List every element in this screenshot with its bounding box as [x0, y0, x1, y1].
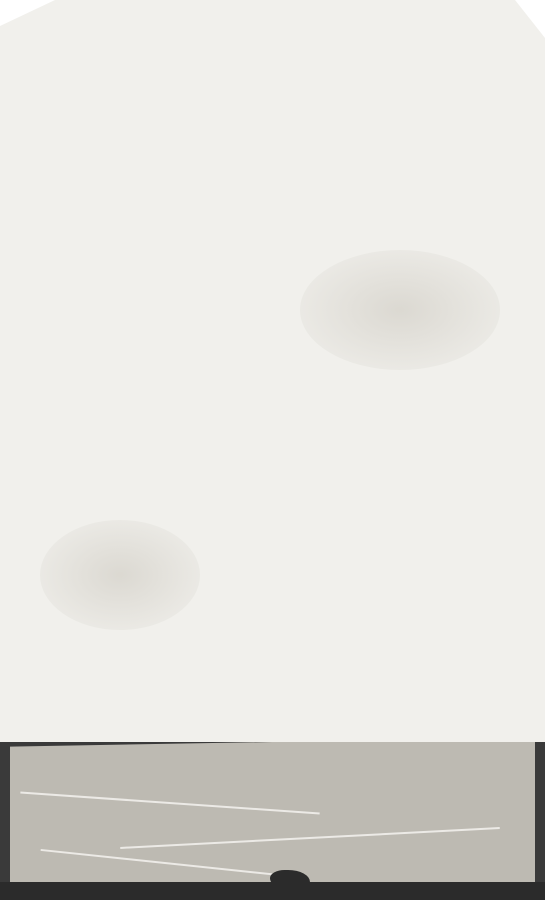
paper-stain	[40, 520, 200, 630]
torn-bottom-fragment	[0, 742, 545, 900]
torn-corner-top-left	[0, 0, 55, 26]
paper-hole	[0, 882, 545, 900]
torn-corner-top-right	[515, 0, 545, 38]
paper-stain	[300, 250, 500, 370]
